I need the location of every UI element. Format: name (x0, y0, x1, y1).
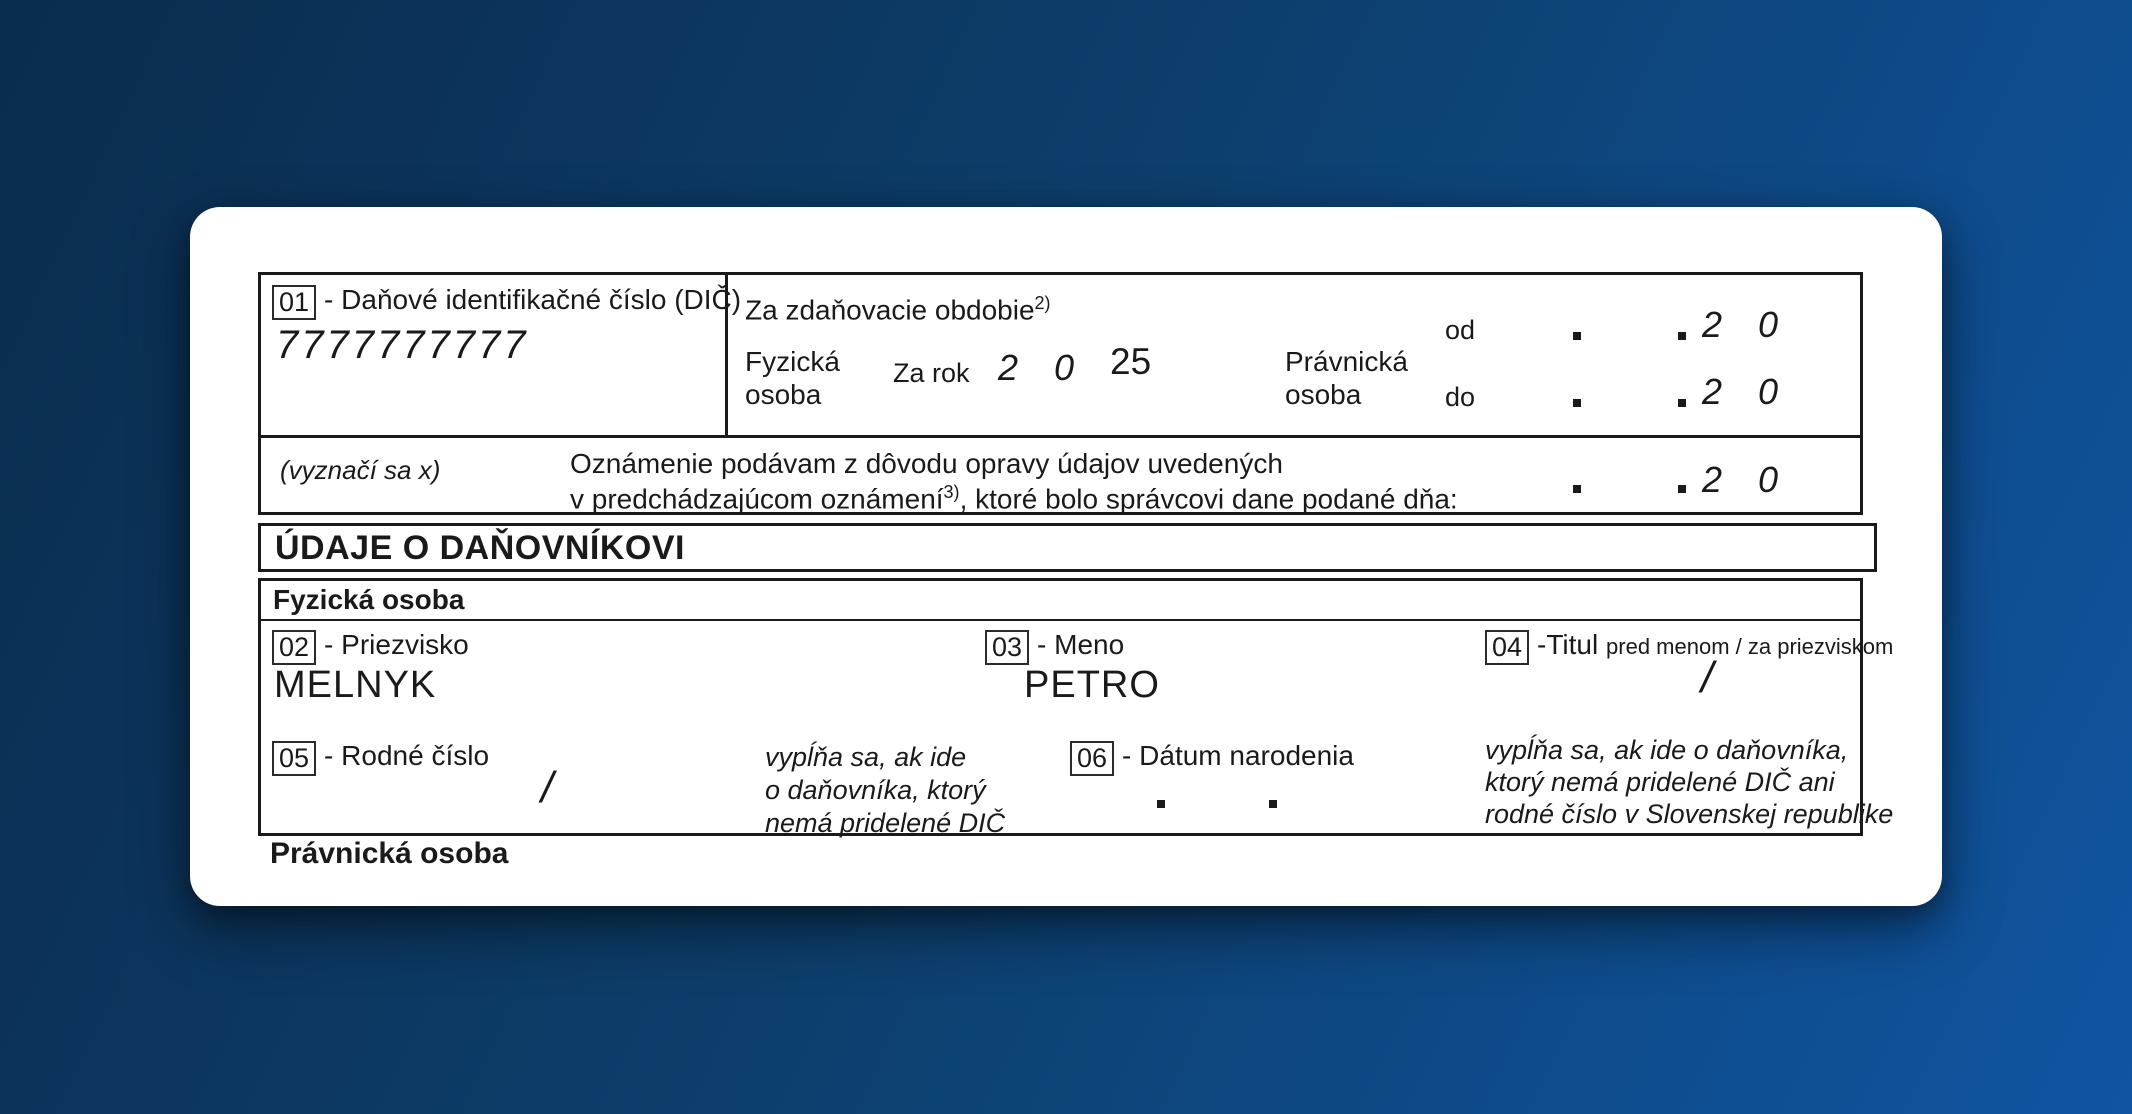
first-name-field[interactable]: PETRO (1024, 664, 1160, 706)
field-02-label (272, 629, 469, 665)
date-separator-dot (1573, 485, 1581, 493)
period-title (745, 293, 1051, 326)
correction-notice-line2-pre: v predchádzajúcom oznámení (570, 483, 944, 515)
date-separator-dot (1678, 399, 1686, 407)
field-04-number-box: 04 (1485, 630, 1529, 665)
date-separator-dot (1678, 332, 1686, 340)
pravnicka-osoba-label: Právnická osoba (1285, 346, 1408, 410)
date-separator-dot (1157, 800, 1165, 808)
period-footnote-ref: 2) (1034, 293, 1051, 313)
field-05-number-box: 05 (272, 741, 316, 776)
note-fill-if-no-dic-nor-birth-number (1485, 734, 1893, 830)
date-separator-dot (1573, 399, 1581, 407)
header-divider (261, 619, 1860, 621)
year-prefix-preprint: 2 0 (998, 347, 1075, 388)
field-04-sublabel: pred menom / za priezviskom (1606, 634, 1894, 659)
note-line: vypĺňa sa, ak ide (765, 742, 967, 772)
field-01-label-text: - Daňové identifikačné číslo (DIČ) (324, 284, 742, 315)
date-separator-dot (1269, 800, 1277, 808)
fyzicka-osoba-label: Fyzická osoba (745, 346, 840, 410)
field-02-number-box: 02 (272, 630, 316, 665)
correction-notice-line1: Oznámenie podávam z dôvodu opravy údajov uvedených (570, 448, 1283, 479)
field-04-label (1485, 629, 1893, 665)
field-03-label-text: - Meno (1037, 629, 1125, 660)
note-line: nemá pridelené DIČ (765, 808, 1006, 838)
correction-notice-line2 (570, 482, 1458, 515)
person-type-header: Fyzická osoba (273, 584, 465, 615)
notice-year-prefix-preprint: 2 0 (1702, 459, 1779, 500)
date-separator-dot (1678, 485, 1686, 493)
note-line: o daňovníka, ktorý (765, 775, 986, 805)
note-line: rodné číslo v Slovenskej republike (1485, 799, 1894, 829)
od-year-prefix-preprint: 2 0 (1702, 304, 1779, 345)
header-table (258, 272, 1863, 515)
date-separator-dot (1573, 332, 1581, 340)
correction-notice-line2-post: , ktoré bolo správcovi dane podané dňa: (959, 483, 1458, 515)
title-field[interactable]: / (1701, 653, 1714, 702)
field-03-number-box: 03 (985, 630, 1029, 665)
field-06-label-text: - Dátum narodenia (1122, 740, 1354, 771)
mark-with-x-hint: (vyznačí sa x) (280, 455, 441, 485)
za-rok-label: Za rok (893, 358, 970, 388)
dic-value-field[interactable]: 7777777777 (276, 323, 529, 367)
field-03-label (985, 629, 1124, 665)
note-line: ktorý nemá pridelené DIČ ani (1485, 767, 1835, 797)
period-title-text: Za zdaňovacie obdobie (745, 294, 1035, 326)
taxpayer-section-title: ÚDAJE O DAŇOVNÍKOVI (258, 523, 1877, 572)
notice-footnote-ref: 3) (943, 482, 960, 502)
field-06-number-box: 06 (1070, 741, 1114, 776)
surname-field[interactable]: MELNYK (274, 664, 437, 706)
field-05-label (272, 740, 489, 776)
clipped-next-section-text: Právnická osoba (270, 837, 509, 870)
od-label: od (1445, 315, 1476, 345)
field-05-label-text: - Rodné číslo (324, 740, 490, 771)
field-02-label-text: - Priezvisko (324, 629, 469, 660)
field-06-label (1070, 740, 1354, 776)
clipped-next-section-header (270, 837, 690, 870)
row-divider-horizontal (261, 435, 1860, 438)
field-01-number-box: 01 (272, 285, 316, 320)
year-value-field[interactable]: 25 (1110, 341, 1152, 382)
taxpayer-table (258, 578, 1894, 838)
do-label: do (1445, 382, 1476, 412)
birth-number-field[interactable]: / (541, 763, 554, 812)
field-04-label-text: -Titul (1537, 629, 1599, 660)
note-fill-if-no-dic (765, 741, 1005, 840)
do-year-prefix-preprint: 2 0 (1702, 371, 1779, 412)
field-01-label (272, 284, 741, 320)
note-line: vypĺňa sa, ak ide o daňovníka, (1485, 735, 1849, 765)
form-card (190, 207, 1942, 906)
